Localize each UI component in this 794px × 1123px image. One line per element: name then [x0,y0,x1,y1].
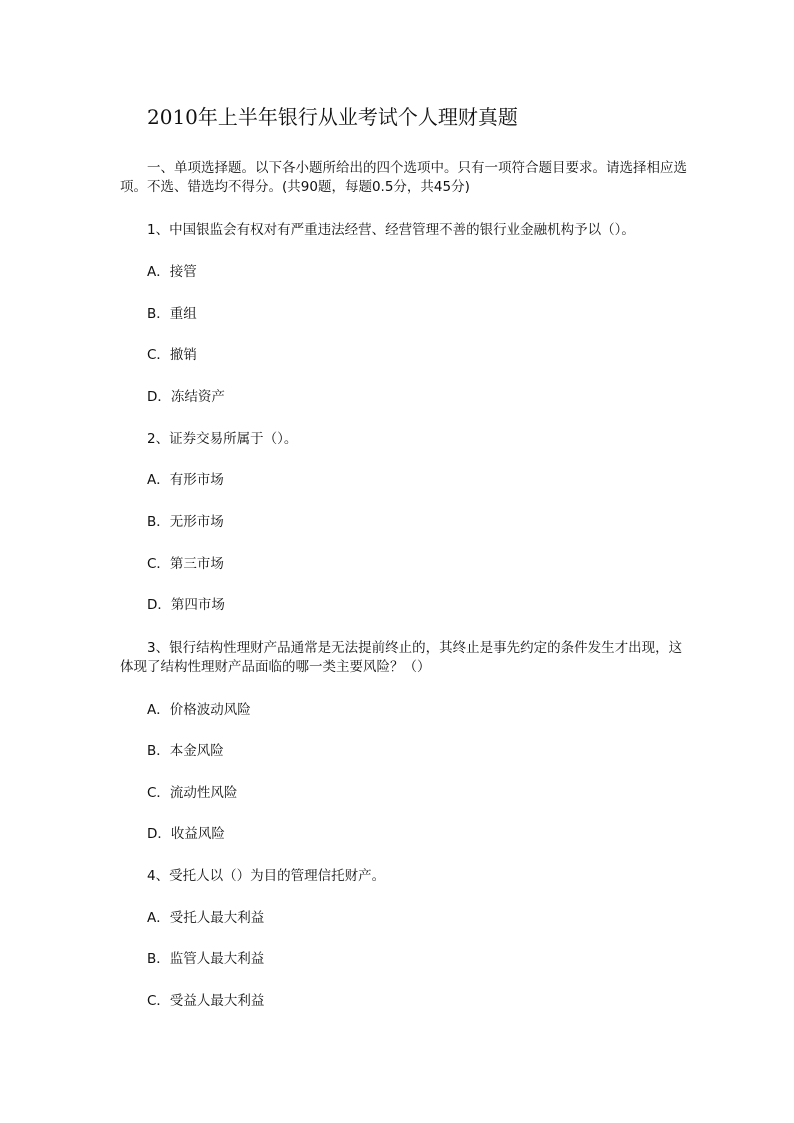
q2-option-d: D．第四市场 [147,597,225,613]
q1-option-b: B．重组 [147,306,197,322]
q4-option-a: A．受托人最大利益 [147,910,265,926]
q4-option-c: C．受益人最大利益 [147,993,265,1009]
question-4-stem: 4、受托人以（）为目的管理信托财产。 [147,868,386,884]
q1-option-d: D．冻结资产 [147,389,225,405]
q2-option-a: A．有形市场 [147,472,224,488]
q4-option-b: B．监管人最大利益 [147,951,265,967]
document-title: 2010年上半年银行从业考试个人理财真题 [147,105,518,129]
q3-option-b: B．本金风险 [147,743,224,759]
question-2-stem: 2、证券交易所属于（）。 [147,431,298,447]
q1-option-a: A．接管 [147,264,197,280]
section-instructions: 一、单项选择题。以下各小题所给出的四个选项中。只有一项符合题目要求。请选择相应选项。不选、错选均不得分。(共90题，每题0.5分，共45分) [120,160,687,195]
q1-option-c: C．撤销 [147,347,197,363]
q2-option-b: B．无形市场 [147,514,224,530]
q3-option-d: D．收益风险 [147,826,225,842]
q2-option-c: C．第三市场 [147,556,224,572]
question-1-stem: 1、中国银监会有权对有严重违法经营、经营管理不善的银行业金融机构予以（）。 [147,222,635,238]
q3-option-a: A．价格波动风险 [147,702,251,718]
question-3-stem: 3、银行结构性理财产品通常是无法提前终止的，其终止是事先约定的条件发生才出现，这体现了结构性理财产品面临的哪一类主要风险？（） [120,640,683,675]
q3-option-c: C．流动性风险 [147,785,238,801]
